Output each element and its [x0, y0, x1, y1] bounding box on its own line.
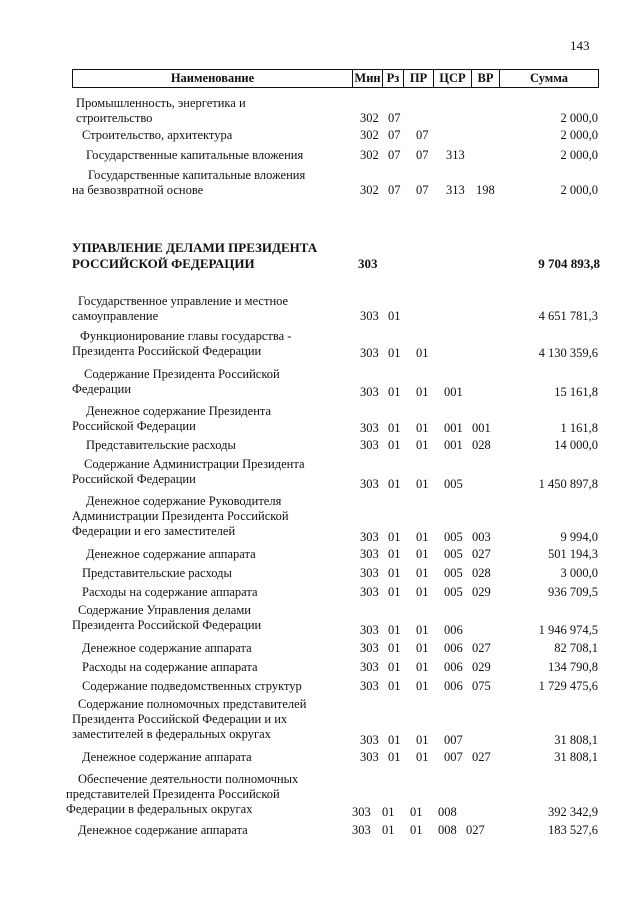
row-rz: 07	[388, 148, 401, 162]
row-csr: 313	[446, 148, 465, 162]
row-pr: 01	[416, 438, 429, 452]
row-rz: 01	[388, 346, 401, 360]
table-row	[0, 660, 640, 675]
row-rz: 01	[388, 641, 401, 655]
section-title: УПРАВЛЕНИЕ ДЕЛАМИ ПРЕЗИДЕНТА РОССИЙСКОЙ ФЕДЕРАЦИИ	[72, 240, 318, 271]
row-min: 303	[360, 660, 379, 674]
row-vr: 029	[472, 660, 491, 674]
row-name: Расходы на содержание аппарата	[82, 585, 258, 599]
table-row	[0, 168, 640, 198]
row-pr: 01	[410, 805, 423, 819]
row-rz: 01	[382, 823, 395, 837]
row-csr: 006	[444, 660, 463, 674]
table-row	[0, 679, 640, 694]
row-rz: 01	[388, 585, 401, 599]
row-min: 302	[360, 128, 379, 142]
row-name: Расходы на содержание аппарата	[82, 660, 258, 674]
row-min: 303	[360, 385, 379, 399]
row-name: Функционирование главы государства - Президента Российской Федерации	[72, 329, 292, 358]
row-min: 303	[360, 530, 379, 544]
row-sum: 1 946 974,5	[538, 623, 598, 637]
row-name: Денежное содержание аппарата	[78, 823, 248, 837]
row-min: 303	[352, 805, 371, 819]
row-csr: 005	[444, 530, 463, 544]
row-rz: 01	[388, 438, 401, 452]
row-name: Государственные капитальные вложения на безвозвратной основе	[72, 168, 306, 197]
header-min: Мин	[352, 69, 382, 88]
row-pr: 01	[416, 477, 429, 491]
row-rz: 01	[388, 547, 401, 561]
row-pr: 01	[416, 585, 429, 599]
row-vr: 198	[476, 183, 495, 197]
row-rz: 07	[388, 111, 401, 125]
row-sum: 1 729 475,6	[538, 679, 598, 693]
row-pr: 01	[416, 547, 429, 561]
row-sum: 1 450 897,8	[538, 477, 598, 491]
table-row	[0, 566, 640, 581]
row-vr: 027	[472, 641, 491, 655]
row-sum: 4 651 781,3	[538, 309, 598, 323]
table-row	[0, 603, 640, 638]
row-sum: 9 994,0	[560, 530, 598, 544]
row-name: Денежное содержание аппарата	[82, 641, 252, 655]
table-row	[0, 294, 640, 324]
row-pr: 01	[416, 679, 429, 693]
header-vr: ВР	[471, 69, 499, 88]
table-row	[0, 148, 640, 163]
row-pr: 01	[416, 421, 429, 435]
row-rz: 01	[388, 309, 401, 323]
row-name: Содержание полномочных представителей Президента Российской Федерации и их заместителей в федеральных округах	[72, 697, 307, 741]
row-csr: 006	[444, 623, 463, 637]
row-min: 303	[360, 733, 379, 747]
table-row	[0, 823, 640, 838]
row-rz: 01	[388, 679, 401, 693]
row-min: 303	[360, 547, 379, 561]
header-csr: ЦСР	[433, 69, 471, 88]
row-sum: 936 709,5	[548, 585, 598, 599]
row-name: Строительство, архитектура	[82, 128, 233, 142]
row-sum: 2 000,0	[560, 148, 598, 162]
row-sum: 82 708,1	[554, 641, 598, 655]
row-min: 302	[360, 183, 379, 197]
row-rz: 01	[382, 805, 395, 819]
row-min: 303	[360, 679, 379, 693]
row-min: 302	[360, 148, 379, 162]
row-csr: 005	[444, 547, 463, 561]
row-vr: 027	[466, 823, 485, 837]
row-name: Государственное управление и местное самоуправление	[72, 294, 289, 323]
row-rz: 01	[388, 530, 401, 544]
row-pr: 07	[416, 128, 429, 142]
table-row	[0, 367, 640, 400]
row-csr: 001	[444, 421, 463, 435]
row-sum: 392 342,9	[548, 805, 598, 819]
table-row	[0, 404, 640, 436]
row-min: 303	[360, 750, 379, 764]
table-row	[0, 585, 640, 600]
row-pr: 07	[416, 183, 429, 197]
row-rz: 01	[388, 623, 401, 637]
row-pr: 01	[410, 823, 423, 837]
row-csr: 006	[444, 679, 463, 693]
row-csr: 008	[438, 805, 457, 819]
row-rz: 01	[388, 566, 401, 580]
row-sum: 2 000,0	[560, 111, 598, 125]
row-csr: 001	[444, 385, 463, 399]
row-min: 302	[360, 111, 379, 125]
row-name: Содержание Администрации Президента Российской Федерации	[72, 457, 305, 486]
row-vr: 027	[472, 547, 491, 561]
row-min: 303	[360, 585, 379, 599]
row-sum: 14 000,0	[554, 438, 598, 452]
row-rz: 01	[388, 660, 401, 674]
table-row	[0, 641, 640, 656]
row-sum: 9 704 893,8	[538, 256, 600, 271]
row-vr: 001	[472, 421, 491, 435]
row-name: Представительские расходы	[82, 566, 232, 580]
row-rz: 01	[388, 385, 401, 399]
row-name: Государственные капитальные вложения	[86, 148, 304, 162]
row-sum: 501 194,3	[548, 547, 598, 561]
row-min: 303	[360, 346, 379, 360]
row-sum: 15 161,8	[554, 385, 598, 399]
row-pr: 01	[416, 385, 429, 399]
row-sum: 134 790,8	[548, 660, 598, 674]
row-pr: 01	[416, 623, 429, 637]
table-row	[0, 128, 640, 143]
row-min: 303	[360, 566, 379, 580]
row-sum: 2 000,0	[560, 183, 598, 197]
row-csr: 008	[438, 823, 457, 837]
table-row	[0, 96, 640, 126]
row-min: 303	[360, 623, 379, 637]
row-csr: 006	[444, 641, 463, 655]
row-min: 303	[360, 477, 379, 491]
table-row	[0, 772, 640, 820]
row-pr: 01	[416, 660, 429, 674]
table-row	[0, 329, 640, 361]
row-vr: 027	[472, 750, 491, 764]
row-pr: 01	[416, 641, 429, 655]
row-min: 303	[360, 438, 379, 452]
row-name: Денежное содержание Руководителя Администрации Президента Российской Федерации и его заместителей	[72, 494, 289, 538]
row-sum: 4 130 359,6	[538, 346, 598, 360]
table-row	[0, 438, 640, 453]
row-pr: 01	[416, 733, 429, 747]
row-name: Промышленность, энергетика и строительство	[76, 96, 246, 125]
row-rz: 07	[388, 128, 401, 142]
header-pr: ПР	[403, 69, 433, 88]
row-vr: 075	[472, 679, 491, 693]
page-number: 143	[570, 38, 590, 53]
row-name: Содержание подведомственных структур	[82, 679, 302, 693]
row-name: Денежное содержание аппарата	[82, 750, 252, 764]
row-name: Обеспечение деятельности полномочных представителей Президента Российской Федерации в федеральных округах	[66, 772, 299, 816]
header-sum: Сумма	[499, 69, 599, 88]
row-name: Денежное содержание Президента Российской Федерации	[72, 404, 272, 433]
row-pr: 01	[416, 346, 429, 360]
row-name: Представительские расходы	[86, 438, 236, 452]
row-sum: 1 161,8	[560, 421, 598, 435]
row-pr: 07	[416, 148, 429, 162]
table-row	[0, 457, 640, 492]
row-csr: 007	[444, 733, 463, 747]
row-vr: 029	[472, 585, 491, 599]
row-min: 303	[360, 641, 379, 655]
row-sum: 31 808,1	[554, 733, 598, 747]
row-pr: 01	[416, 530, 429, 544]
row-min: 303	[352, 823, 371, 837]
row-sum: 2 000,0	[560, 128, 598, 142]
row-min: 303	[360, 309, 379, 323]
row-rz: 01	[388, 421, 401, 435]
row-sum: 183 527,6	[548, 823, 598, 837]
row-csr: 005	[444, 477, 463, 491]
row-min: 303	[358, 256, 378, 271]
header-rz: Рз	[382, 69, 403, 88]
row-rz: 01	[388, 733, 401, 747]
row-name: Содержание Управления делами Президента Российской Федерации	[72, 603, 262, 632]
row-csr: 313	[446, 183, 465, 197]
row-pr: 01	[416, 566, 429, 580]
table-row	[0, 547, 640, 562]
table-row	[0, 697, 640, 748]
row-csr: 007	[444, 750, 463, 764]
row-csr: 005	[444, 566, 463, 580]
row-rz: 01	[388, 477, 401, 491]
row-min: 303	[360, 421, 379, 435]
row-vr: 028	[472, 566, 491, 580]
row-rz: 01	[388, 750, 401, 764]
header-name: Наименование	[72, 69, 352, 88]
row-sum: 3 000,0	[560, 566, 598, 580]
row-sum: 31 808,1	[554, 750, 598, 764]
table-row-section	[0, 240, 640, 272]
row-csr: 005	[444, 585, 463, 599]
row-vr: 028	[472, 438, 491, 452]
row-pr: 01	[416, 750, 429, 764]
row-name: Содержание Президента Российской Федерации	[72, 367, 280, 396]
row-vr: 003	[472, 530, 491, 544]
row-rz: 07	[388, 183, 401, 197]
row-name: Денежное содержание аппарата	[86, 547, 256, 561]
row-csr: 001	[444, 438, 463, 452]
table-row	[0, 494, 640, 545]
table-row	[0, 750, 640, 765]
